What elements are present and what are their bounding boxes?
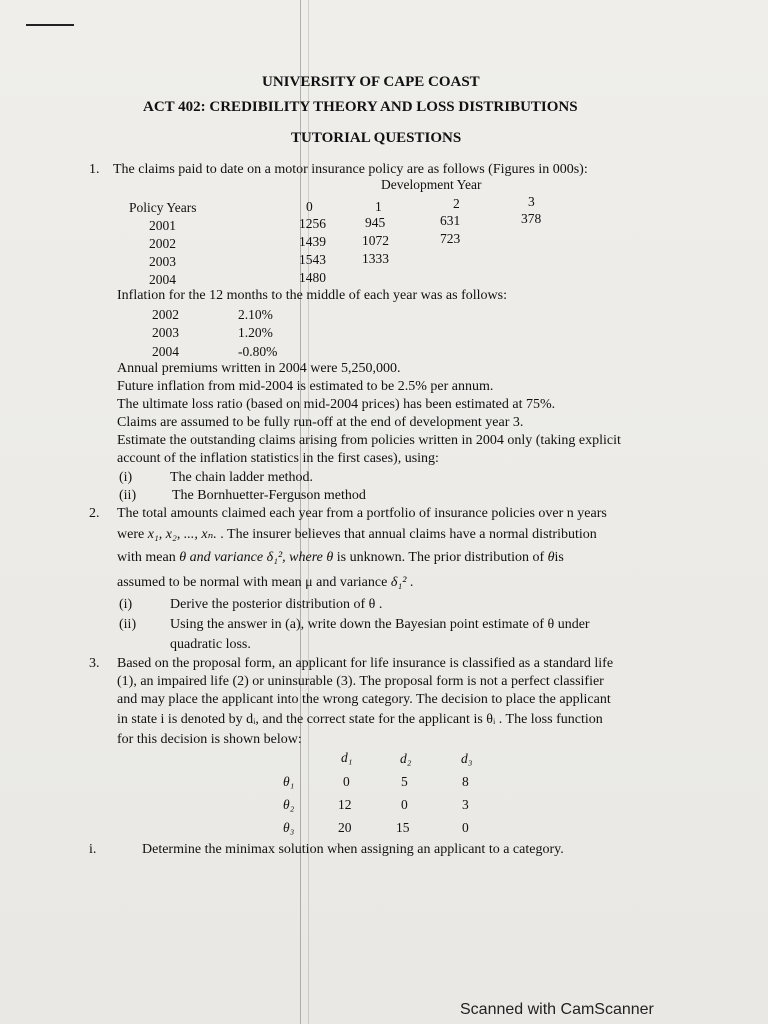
q3-line-5: for this decision is shown below:	[117, 732, 302, 747]
loss-col-d1: d₁	[341, 750, 353, 765]
inflation-intro: Inflation for the 12 months to the middle of each year was as follows:	[117, 288, 507, 303]
q3-line-3: and may place the applicant into the wrong category. The decision to place the applicant	[117, 692, 611, 707]
q2-line-2-end: . The insurer believes that annual claims have a normal distribution	[216, 527, 597, 542]
cell-2002-2: 723	[440, 231, 461, 246]
loss-cell-1-1: 0	[343, 774, 350, 789]
inflation-year-2003: 2003	[152, 325, 179, 340]
cell-2001-0: 1256	[299, 216, 326, 231]
q1-estimate-line: Estimate the outstanding claims arising from policies written in 2004 only (taking explicit	[117, 433, 621, 448]
loss-cell-2-2: 0	[401, 797, 408, 812]
cell-2003-1: 1333	[362, 251, 389, 266]
q2-part-ii-cont: quadratic loss.	[170, 637, 251, 652]
loss-cell-2-3: 3	[462, 797, 469, 812]
policy-year-2001: 2001	[149, 218, 176, 233]
inflation-rate-2004: -0.80%	[238, 344, 278, 359]
loss-cell-1-3: 8	[462, 774, 469, 789]
q3-line-1: Based on the proposal form, an applicant for life insurance is classified as a standard life	[117, 656, 614, 671]
loss-col-d2: d₂	[400, 751, 412, 766]
course-title: ACT 402: CREDIBILITY THEORY AND LOSS DISTRIBUTIONS	[143, 99, 578, 115]
university-title: UNIVERSITY OF CAPE COAST	[262, 74, 480, 90]
q2-part-i-text: Derive the posterior distribution of θ .	[170, 597, 383, 612]
q3-line-2: (1), an impaired life (2) or uninsurable (3). The proposal form is not a perfect classifier	[117, 674, 604, 689]
loss-cell-3-3: 0	[462, 820, 469, 835]
q1-part-i-text: The chain ladder method.	[170, 470, 314, 485]
q1-estimate-line-2: account of the inflation statistics in the first cases), using:	[117, 451, 439, 466]
q2-line-3	[117, 550, 564, 566]
q3-sub-text: Determine the minimax solution when assigning an applicant to a category.	[142, 842, 564, 857]
q1-intro: The claims paid to date on a motor insurance policy are as follows (Figures in 000s):	[113, 162, 588, 177]
loss-row-theta3: θ₃	[283, 820, 295, 835]
q3-line-4: in state i is denoted by dᵢ, and the correct state for the applicant is θᵢ . The loss function	[117, 712, 603, 727]
policy-years-header: Policy Years	[129, 200, 197, 215]
loss-row-theta1: θ₁	[283, 774, 295, 789]
inflation-year-2002: 2002	[152, 307, 179, 322]
loss-cell-2-1: 12	[338, 797, 352, 812]
cell-2001-2: 631	[440, 213, 461, 228]
cell-2004-0: 1480	[299, 270, 326, 285]
dev-col-3: 3	[528, 194, 535, 209]
cell-2003-0: 1543	[299, 252, 326, 267]
q2-part-i-label: (i)	[119, 597, 133, 612]
q3-sub-label: i.	[89, 842, 97, 857]
q2-prior-variance: δ₁²	[390, 575, 407, 590]
q1-loss-ratio: The ultimate loss ratio (based on mid-2004 prices) has been estimated at 75%.	[117, 397, 556, 412]
cell-2001-1: 945	[365, 215, 386, 230]
q1-premiums: Annual premiums written in 2004 were 5,250,000.	[117, 361, 401, 376]
q2-line-2	[117, 526, 597, 543]
loss-col-d3: d₃	[461, 751, 473, 766]
cell-2002-1: 1072	[362, 233, 389, 248]
q2-line-4-end: .	[406, 575, 414, 590]
q1-part-i-label: (i)	[119, 470, 133, 485]
dev-col-2: 2	[453, 196, 460, 211]
inflation-year-2004: 2004	[152, 344, 179, 359]
corner-line	[26, 24, 74, 26]
q2-mean-label: with mean	[117, 550, 180, 565]
q2-mean-variance: θ and variance δ₁²	[179, 550, 283, 565]
q2-line-2-start: were	[117, 527, 148, 542]
q2-claims-variables: x₁, x₂, ..., xₙ.	[147, 527, 217, 542]
inflation-rate-2003: 1.20%	[238, 325, 273, 340]
loss-row-theta2: θ₂	[283, 797, 295, 812]
q1-runoff: Claims are assumed to be fully run-off at the end of development year 3.	[117, 415, 524, 430]
q2-where-theta: , where θ	[282, 550, 334, 565]
q2-part-ii-text: Using the answer in (a), write down the Bayesian point estimate of θ under	[170, 617, 590, 632]
q2-number: 2.	[89, 506, 100, 521]
loss-cell-3-1: 20	[338, 820, 352, 835]
dev-col-1: 1	[375, 199, 382, 214]
q1-future-inflation: Future inflation from mid-2004 is estimated to be 2.5% per annum.	[117, 379, 494, 394]
q2-line-4	[117, 575, 413, 591]
q2-prior-text: is unknown. The prior distribution of	[333, 550, 548, 565]
q2-is: is	[554, 550, 564, 565]
q1-part-ii-label: (ii)	[119, 488, 137, 503]
q1-number: 1.	[89, 162, 100, 177]
loss-cell-1-2: 5	[401, 774, 408, 789]
cell-2002-0: 1439	[299, 234, 326, 249]
q2-part-ii-label: (ii)	[119, 617, 137, 632]
cell-2001-3: 378	[521, 211, 542, 226]
loss-cell-3-2: 15	[396, 820, 410, 835]
q3-number: 3.	[89, 656, 100, 671]
camscanner-watermark: Scanned with CamScanner	[460, 1001, 654, 1018]
q1-part-ii-text: The Bornhuetter-Ferguson method	[172, 488, 366, 503]
q2-theta: θ	[547, 550, 555, 565]
policy-year-2003: 2003	[149, 254, 176, 269]
dev-col-0: 0	[306, 199, 313, 214]
q2-line-1: The total amounts claimed each year from a portfolio of insurance policies over n years	[117, 506, 607, 521]
tutorial-title: TUTORIAL QUESTIONS	[291, 130, 462, 146]
dev-year-header: Development Year	[381, 177, 482, 192]
inflation-rate-2002: 2.10%	[238, 307, 273, 322]
policy-year-2004: 2004	[149, 272, 176, 287]
q2-prior-mean: assumed to be normal with mean μ and variance	[117, 575, 391, 590]
policy-year-2002: 2002	[149, 236, 176, 251]
